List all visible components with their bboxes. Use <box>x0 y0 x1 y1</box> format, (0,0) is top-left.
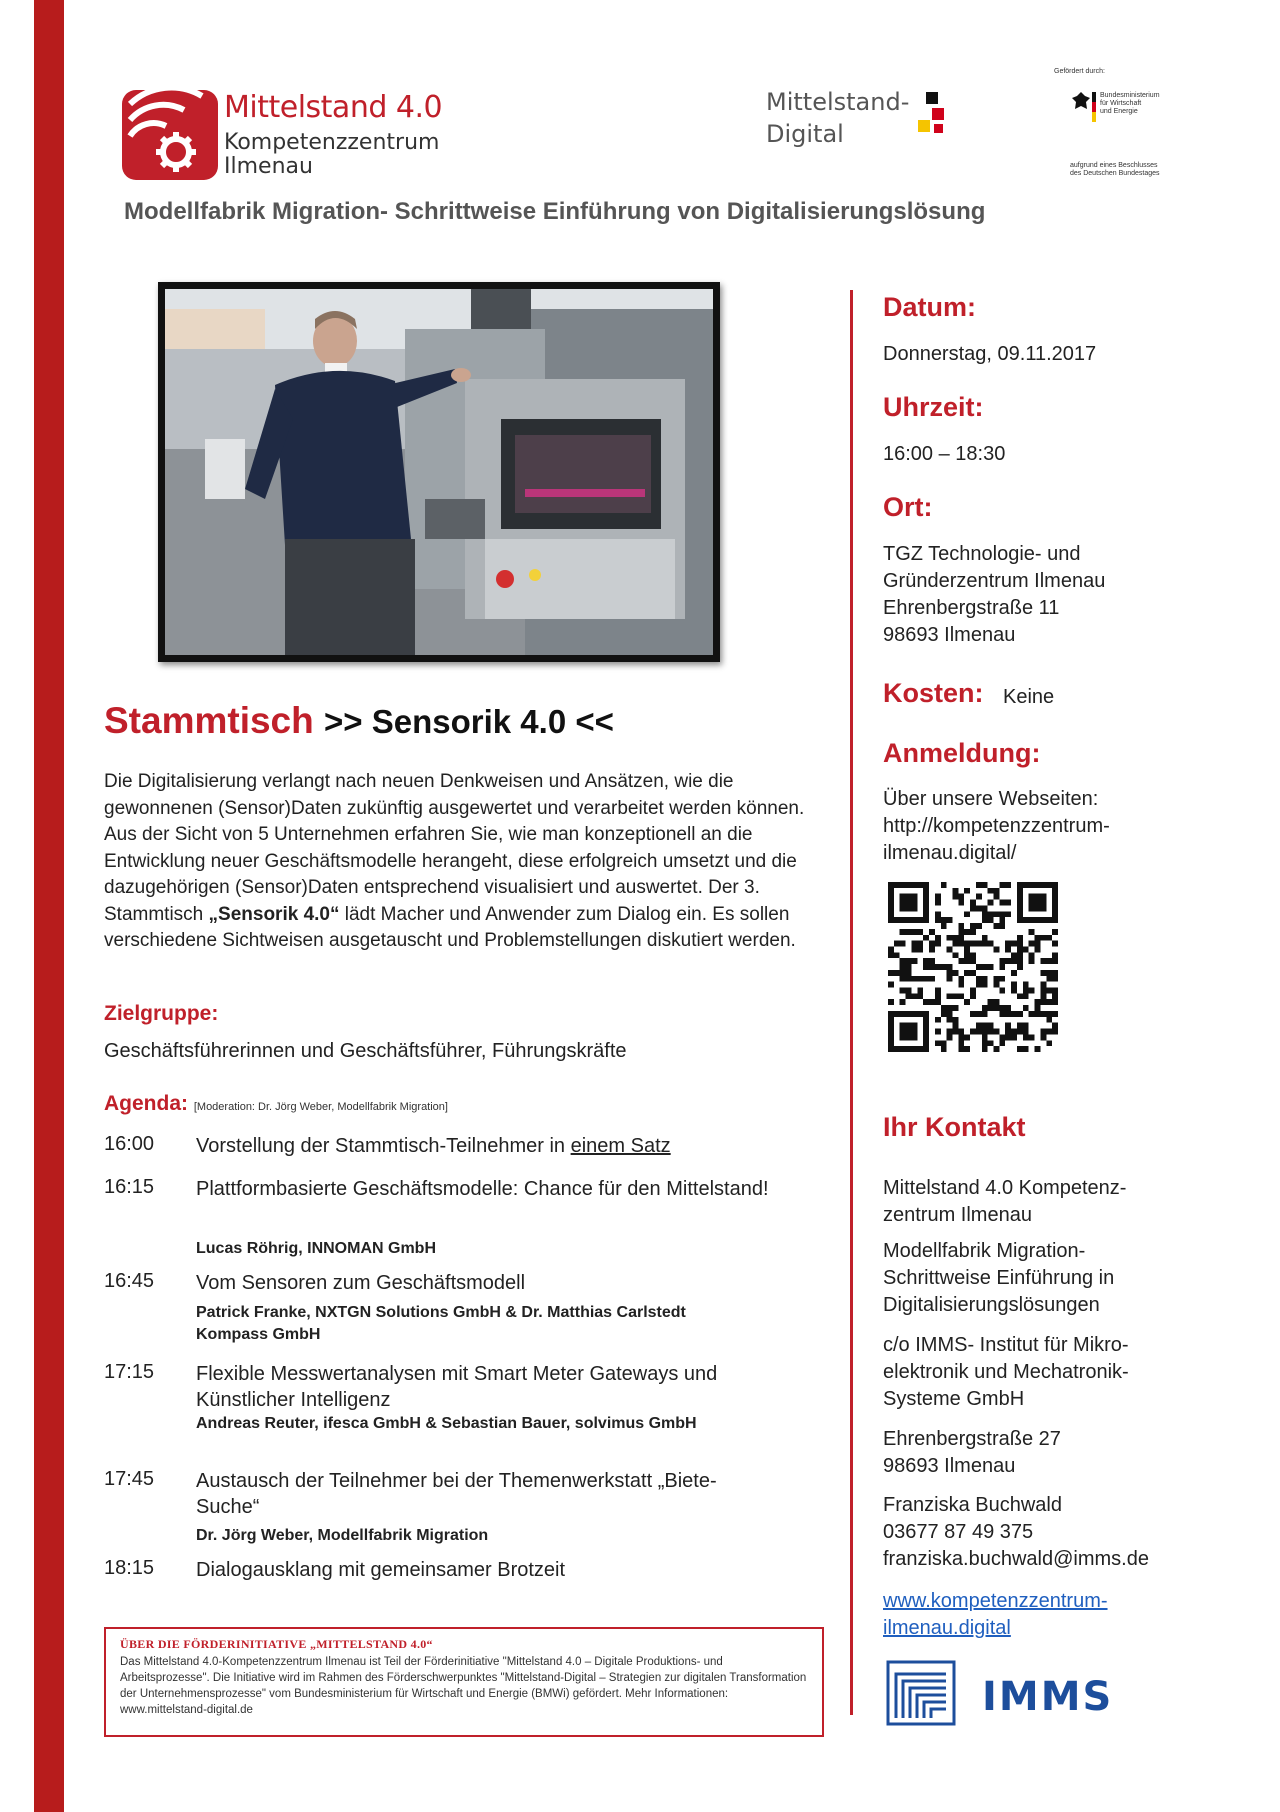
agenda-speaker: Patrick Franke, NXTGN Solutions GmbH & Dr. Matthias Carlstedt Kompass GmbH <box>196 1304 686 1343</box>
ort-line: Ehrenbergstraße 11 <box>883 597 1060 619</box>
logo-digital-line2: Digital <box>766 120 844 148</box>
gefoerdert-label: Gefördert durch: <box>1054 68 1105 75</box>
beschluss-line-2: des Deutschen Bundestages <box>1070 170 1160 177</box>
kontakt-heading: Ihr Kontakt <box>883 1112 1026 1142</box>
agenda-title: Flexible Messwertanalysen mit Smart Meter Gateways und Künstlicher Intelligenz <box>196 1363 718 1411</box>
ort-label: Ort: <box>883 492 933 522</box>
intro-bold: „Sensorik 4.0“ <box>208 903 340 925</box>
agenda-time: 16:15 <box>104 1176 155 1198</box>
document-title: Modellfabrik Migration- Schrittweise Einführung von Digitalisierungslösung <box>124 198 986 225</box>
gold-square-icon <box>918 120 930 132</box>
kontakt-name: Franziska Buchwald <box>883 1494 1062 1516</box>
headline-stammtisch: Stammtisch <box>104 700 314 741</box>
ort-line: 98693 Ilmenau <box>883 624 1016 646</box>
kontakt-block <box>883 1492 1263 1573</box>
agenda-title: Vom Sensoren zum Geschäftsmodell <box>196 1272 526 1294</box>
anmeldung-url-line[interactable]: ilmenau.digital/ <box>883 842 1017 864</box>
anmeldung-info <box>883 786 1263 867</box>
website-link-line[interactable]: www.kompetenzzentrum- <box>883 1590 1108 1612</box>
agenda-speaker: Andreas Reuter, ifesca GmbH & Sebastian Bauer, solvimus GmbH <box>196 1415 697 1432</box>
kontakt-phone[interactable]: 03677 87 49 375 <box>883 1521 1034 1543</box>
logo-location: Ilmenau <box>224 154 313 179</box>
imms-logo-text: IMMS <box>982 1674 1114 1720</box>
kontakt-line: zentrum Ilmenau <box>883 1204 1032 1226</box>
headline-topic: >> Sensorik 4.0 << <box>324 703 614 740</box>
uhrzeit-value: 16:00 – 18:30 <box>883 443 1006 465</box>
mittelstand-digital-logo <box>766 88 966 158</box>
anmeldung-line: Über unsere Webseiten: <box>883 788 1099 810</box>
black-square-icon <box>926 92 938 104</box>
agenda-speaker: Lucas Röhrig, INNOMAN GmbH <box>196 1240 437 1257</box>
wifi-gear-icon <box>122 90 218 180</box>
agenda-title: Austausch der Teilnehmer bei der Themenwerkstatt „Biete-Suche“ <box>196 1470 717 1518</box>
intro-text-2: lädt Macher und Anwender zum Dialog ein. Es sollen verschiedene Sichtweisen ausgetauscht und Problemstellungen diskutiert werden. <box>104 903 796 951</box>
ministry-line-2: für Wirtschaft <box>1100 100 1142 107</box>
agenda-time: 16:00 <box>104 1133 155 1155</box>
agenda-time: 17:15 <box>104 1361 155 1383</box>
zielgruppe-heading: Zielgruppe: <box>104 1002 219 1025</box>
agenda-time: 17:45 <box>104 1468 155 1490</box>
zielgruppe-text: Geschäftsführerinnen und Geschäftsführer, Führungskräfte <box>104 1040 627 1062</box>
kontakt-line: Modellfabrik Migration- <box>883 1240 1086 1262</box>
mittelstand-4-0-logo <box>122 90 462 180</box>
agenda-title: Plattformbasierte Geschäftsmodelle: Chance für den Mittelstand! <box>196 1178 769 1200</box>
ort-address <box>883 541 1263 649</box>
ort-line: TGZ Technologie- und <box>883 543 1081 565</box>
agenda-heading <box>104 1092 448 1116</box>
logo-digital-line1: Mittelstand- <box>766 88 910 116</box>
kontakt-line: Mittelstand 4.0 Kompetenz- <box>883 1177 1127 1199</box>
left-accent-bar <box>34 0 64 1812</box>
agenda-title: Dialogausklang mit gemeinsamer Brotzeit <box>196 1559 566 1581</box>
website-link[interactable] <box>883 1588 1263 1642</box>
kosten-value: Keine <box>1003 686 1055 708</box>
website-link-line[interactable]: ilmenau.digital <box>883 1617 1011 1639</box>
agenda-title-underlined: einem Satz <box>570 1135 671 1157</box>
imms-logo <box>886 1660 1114 1730</box>
beschluss-line-1: aufgrund eines Beschlusses <box>1070 162 1158 169</box>
agenda-speaker: Dr. Jörg Weber, Modellfabrik Migration <box>196 1527 489 1544</box>
eagle-icon <box>1072 92 1090 112</box>
red-square-icon <box>932 108 944 120</box>
kontakt-line: Ehrenbergstraße 27 <box>883 1428 1061 1450</box>
logo-subtitle: Kompetenzzentrum <box>224 130 440 155</box>
foerderinitiative-heading: ÜBER DIE FÖRDERINITIATIVE „MITTELSTAND 4.0“ <box>120 1637 433 1651</box>
ministry-line-1: Bundesministerium <box>1100 92 1160 99</box>
logo-title: Mittelstand 4.0 <box>224 90 443 125</box>
agenda-title <box>196 1133 796 1159</box>
kontakt-block <box>883 1238 1263 1319</box>
kontakt-block <box>883 1175 1263 1229</box>
kontakt-block <box>883 1332 1263 1413</box>
intro-paragraph <box>104 769 819 955</box>
agenda-title-text: Vorstellung der Stammtisch-Teilnehmer in <box>196 1135 566 1157</box>
kontakt-email[interactable]: franziska.buchwald@imms.de <box>883 1548 1149 1570</box>
foerderinitiative-box <box>104 1627 824 1737</box>
flag-stripe-icon <box>1092 92 1096 122</box>
red-small-square-icon <box>934 124 943 133</box>
ministry-line-3: und Energie <box>1100 108 1138 115</box>
event-photo <box>158 282 720 662</box>
kosten-label: Kosten: <box>883 678 984 708</box>
right-column-divider <box>850 290 853 1715</box>
agenda-time: 18:15 <box>104 1557 155 1579</box>
intro-text-1: Die Digitalisierung verlangt nach neuen Denkweisen und Ansätzen, wie die gewonnenen (Sensor)Daten zukünftig ausgewertet und verarbeitet werden können. Aus der Sicht von 5 Unternehmen erfahren Sie, wie man konzeptionell an die Entwicklung neuer Geschäftsmodelle herangeht, diese erfolgreich umsetzt und die dazugehörigen (Sensor)Daten entsprechend visualisiert und auswertet. Der 3. Stammtisch <box>104 771 805 925</box>
bmwi-logo <box>1054 66 1184 186</box>
kontakt-line: Digitalisierungslösungen <box>883 1294 1100 1316</box>
datum-label: Datum: <box>883 292 976 322</box>
anmeldung-url-line[interactable]: http://kompetenzzentrum- <box>883 815 1110 837</box>
agenda-time: 16:45 <box>104 1270 155 1292</box>
kontakt-line: 98693 Ilmenau <box>883 1455 1016 1477</box>
event-headline <box>104 700 614 742</box>
foerderinitiative-text: Das Mittelstand 4.0-Kompetenzzentrum Ilmenau ist Teil der Förderinitiative "Mittelstand 4.0 – Digitale Produktions- und Arbeitsprozesse". Die Initiative wird im Rahmen des Förderschwerpunktes "Mittelstand-Digital – Strategien zur digitalen Transformation der Unternehmensprozesse" vom Bundesministerium für Wirtschaft und Energie (BMWi) gefördert. Mehr Informationen: www.mittelstand-digital.de <box>120 1656 807 1716</box>
ort-line: Gründerzentrum Ilmenau <box>883 570 1106 592</box>
uhrzeit-label: Uhrzeit: <box>883 392 984 422</box>
kontakt-block <box>883 1426 1263 1480</box>
kontakt-line: Schrittweise Einführung in <box>883 1267 1115 1289</box>
agenda-moderation: [Moderation: Dr. Jörg Weber, Modellfabrik Migration] <box>193 1101 448 1113</box>
kontakt-line: Systeme GmbH <box>883 1388 1025 1410</box>
kontakt-line: elektronik und Mechatronik- <box>883 1361 1129 1383</box>
anmeldung-label: Anmeldung: <box>883 738 1041 768</box>
imms-mark-icon <box>886 1660 956 1726</box>
registration-qr-code[interactable] <box>888 882 1058 1052</box>
datum-value: Donnerstag, 09.11.2017 <box>883 343 1097 365</box>
agenda-label: Agenda: <box>104 1092 188 1115</box>
kontakt-line: c/o IMMS- Institut für Mikro- <box>883 1334 1129 1356</box>
